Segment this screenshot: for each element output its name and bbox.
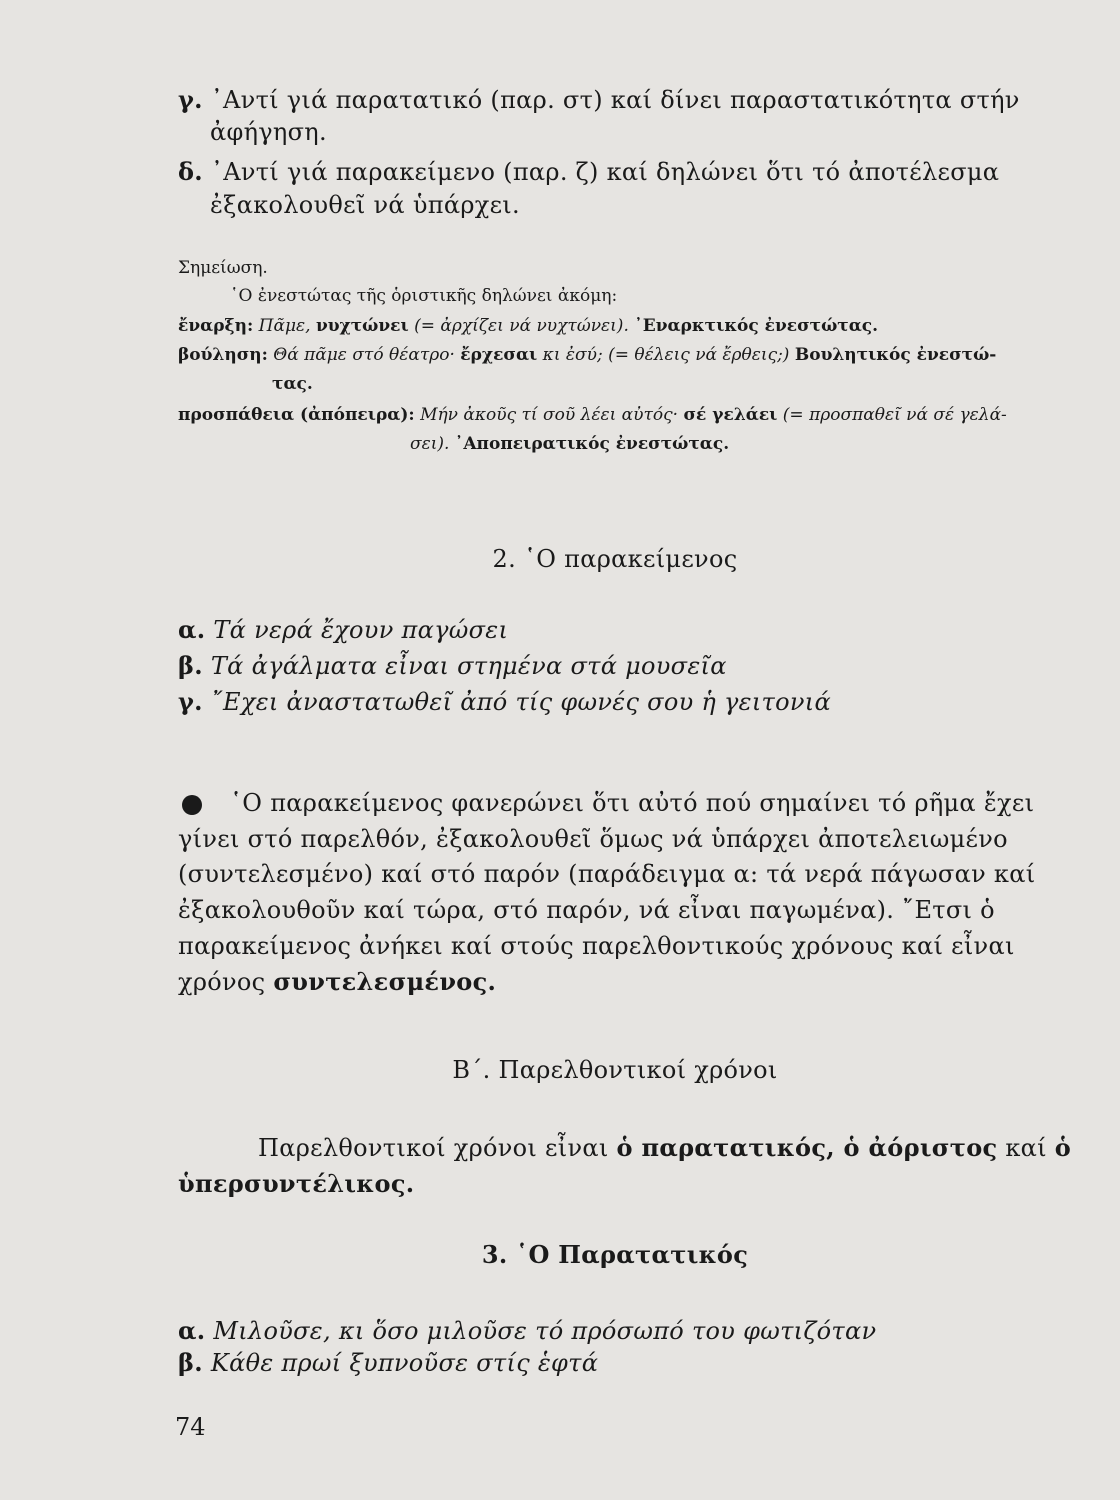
note-title: Σημείωση. bbox=[178, 258, 268, 278]
note-voulisi-cont: τας. bbox=[272, 374, 313, 394]
list-item: β. Τά ἀγάλματα εἶναι στημένα στά μουσεῖα bbox=[178, 651, 727, 680]
sectionB-line1: Παρελθοντικοί χρόνοι εἶναι ὁ παρατατικός, ὁ ἀόριστος καί ὁ bbox=[258, 1133, 1072, 1162]
section2-para-line6: χρόνος συντελεσμένος. bbox=[178, 967, 497, 996]
note-intro: ῾Ο ἐνεστώτας τῆς ὁριστικῆς δηλώνει ἀκόμη: bbox=[230, 286, 618, 306]
note-prospatheia: προσπάθεια (ἀπόπειρα): Μήν ἀκοῦς τί σοῦ λέει αὐτός· σέ γελάει (= προσπαθεῖ νά σέ γελά- bbox=[178, 405, 1007, 425]
list-item: α. Μιλοῦσε, κι ὅσο μιλοῦσε τό πρόσωπό του φωτιζόταν bbox=[178, 1316, 877, 1345]
section2-para-line1: ῾Ο παρακείμενος φανερώνει ὅτι αὐτό πού σημαίνει τό ρῆμα ἔχει bbox=[230, 789, 1035, 817]
section2-heading: 2. ῾Ο παρακείμενος bbox=[492, 545, 738, 573]
item-label: δ. bbox=[178, 157, 203, 186]
page-number: 74 bbox=[175, 1413, 206, 1441]
section2-para-line2: γίνει στό παρελθόν, ἐξακολουθεῖ ὅμως νά ὑπάρχει ἀποτελειωμένο bbox=[178, 825, 1008, 853]
section2-para-line5: παρακείμενος ἀνήκει καί στούς παρελθοντικούς χρόνους καί εἶναι bbox=[178, 932, 1015, 960]
note-prospatheia-cont: σει). ᾿Αποπειρατικός ἐνεστώτας. bbox=[410, 434, 730, 454]
list-item: γ. ῎Εχει ἀναστατωθεῖ ἀπό τίς φωνές σου ἡ γειτονιά bbox=[178, 687, 831, 716]
section2-para-line3: (συντελεσμένο) καί στό παρόν (παράδειγμα α: τά νερά πάγωσαν καί bbox=[178, 860, 1036, 888]
section2-para-line4: ἐξακολουθοῦν καί τώρα, στό παρόν, νά εἶναι παγωμένα). ῎Ετσι ὁ bbox=[178, 896, 995, 924]
item-d-line1: δ. ᾿Αντί γιά παρακείμενο (παρ. ζ) καί δηλώνει ὅτι τό ἀποτέλεσμα bbox=[178, 157, 1000, 186]
bullet-dot-icon bbox=[182, 795, 202, 815]
item-g-line2: ἀφήγηση. bbox=[210, 118, 327, 146]
item-label: γ. bbox=[178, 85, 203, 114]
list-item: α. Τά νερά ἔχουν παγώσει bbox=[178, 615, 509, 644]
sectionB-heading: Β΄. Παρελθοντικοί χρόνοι bbox=[452, 1056, 778, 1084]
item-g-line1: γ. ᾿Αντί γιά παρατατικό (παρ. στ) καί δίνει παραστατικότητα στήν bbox=[178, 85, 1020, 114]
section3-heading: 3. ῾Ο Παρατατικός bbox=[481, 1240, 749, 1269]
note-voulisi: βούληση: Θά πᾶμε στό θέατρο· ἔρχεσαι κι ἐσύ; (= θέλεις νά ἔρθεις;) Βουλητικός ἐνεστώ- bbox=[178, 345, 997, 365]
item-d-line2: ἐξακολουθεῖ νά ὑπάρχει. bbox=[210, 191, 520, 219]
list-item: β. Κάθε πρωί ξυπνοῦσε στίς ἑφτά bbox=[178, 1348, 599, 1377]
sectionB-line2: ὑπερσυντέλικος. bbox=[178, 1169, 415, 1198]
note-enarxi: ἔναρξη: Πᾶμε, νυχτώνει (= ἀρχίζει νά νυχτώνει). ᾿Εναρκτικός ἐνεστώτας. bbox=[178, 316, 879, 336]
